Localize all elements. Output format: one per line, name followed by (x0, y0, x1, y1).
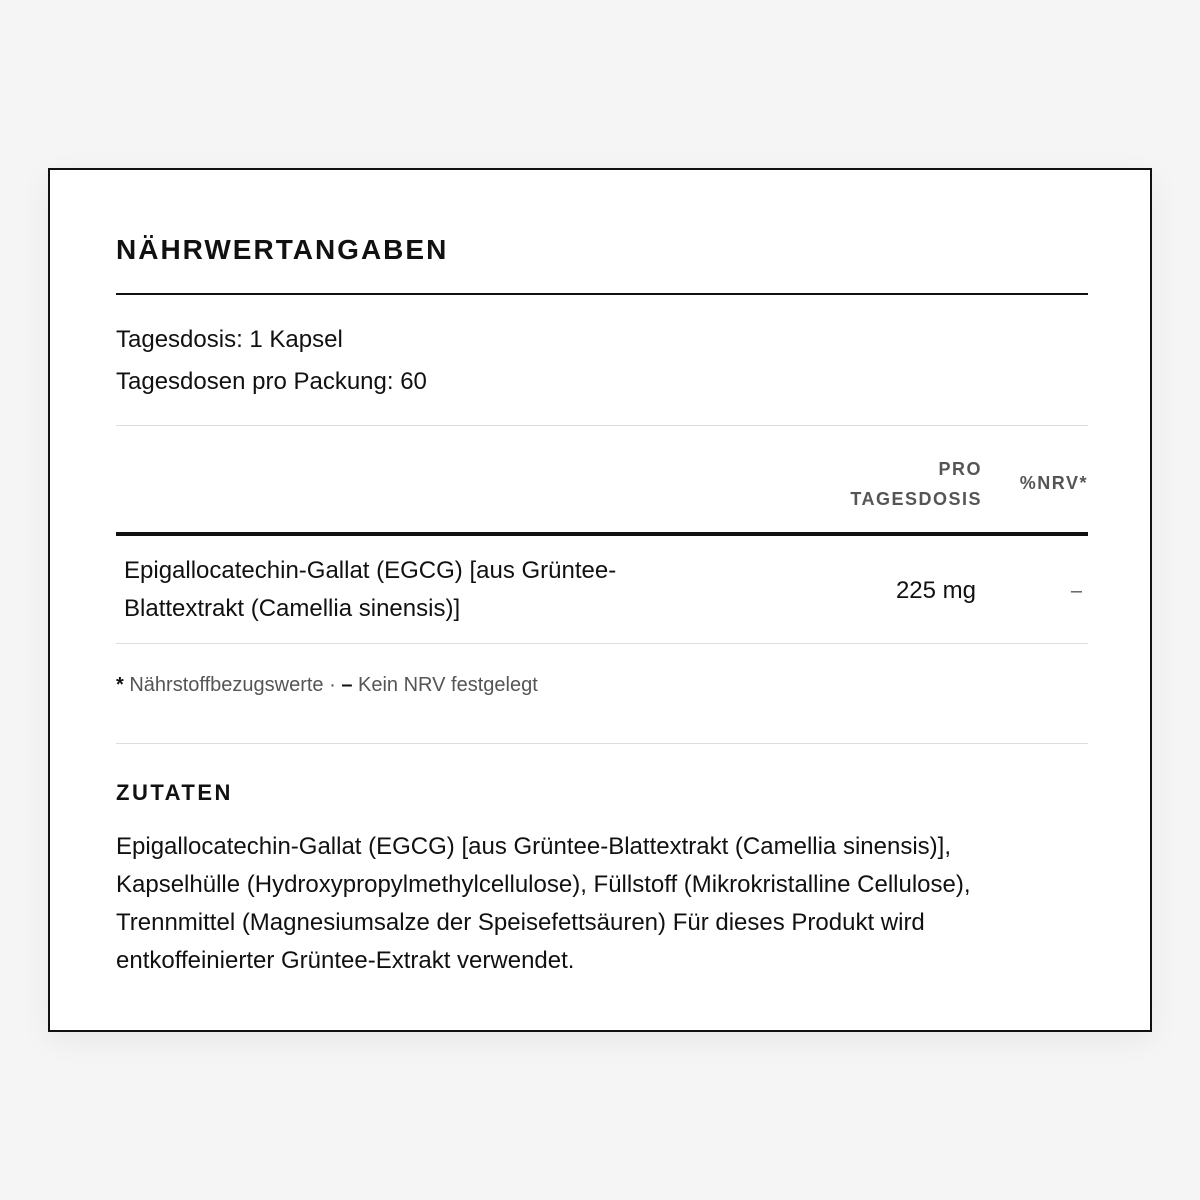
nutrition-card (48, 168, 1152, 1032)
nrv-column-header: %NRV* (1019, 473, 1088, 493)
ingredient-name: Epigallocatechin-Gallat (EGCG) [aus Grüntee-Blattextrakt (Camellia sinensis)] (124, 557, 617, 622)
ingredients-text: Epigallocatechin-Gallat (EGCG) [aus Grüntee-Blattextrakt (Camellia sinensis)], Kapselhülle (Hydroxypropylmethylcellulose), Füllstoff (Mikrokristalline Cellulose), Trennmittel (Magnesiumsalze der Speisefettsäuren) Für dieses Produkt wird entkoffeinierter Grüntee-Extrakt verwendet. (116, 833, 971, 974)
section-divider (116, 743, 1088, 744)
footnote-dash: – (341, 674, 353, 696)
amount-column-header-line1: PRO (938, 459, 982, 479)
footnote-dash-text: Kein NRV festgelegt (358, 674, 538, 696)
footnote-asterisk: * (116, 674, 124, 696)
ingredients-title: ZUTATEN (116, 780, 233, 805)
doses-per-pack: Tagesdosen pro Packung: 60 (116, 368, 427, 395)
table-header-divider (116, 532, 1088, 536)
row-divider (116, 643, 1088, 644)
ingredient-amount: 225 mg (895, 577, 976, 604)
amount-column-header (782, 454, 982, 514)
footnote (116, 670, 538, 700)
amount-column-header-line2: TAGESDOSIS (850, 489, 982, 509)
daily-dose: Tagesdosis: 1 Kapsel (116, 326, 343, 353)
footnote-asterisk-text: Nährstoffbezugswerte · (129, 674, 336, 696)
title-divider (116, 293, 1088, 295)
ingredient-nrv: – (1070, 580, 1082, 602)
serving-divider (116, 425, 1088, 426)
nutrition-title: NÄHRWERTANGABEN (116, 234, 449, 265)
